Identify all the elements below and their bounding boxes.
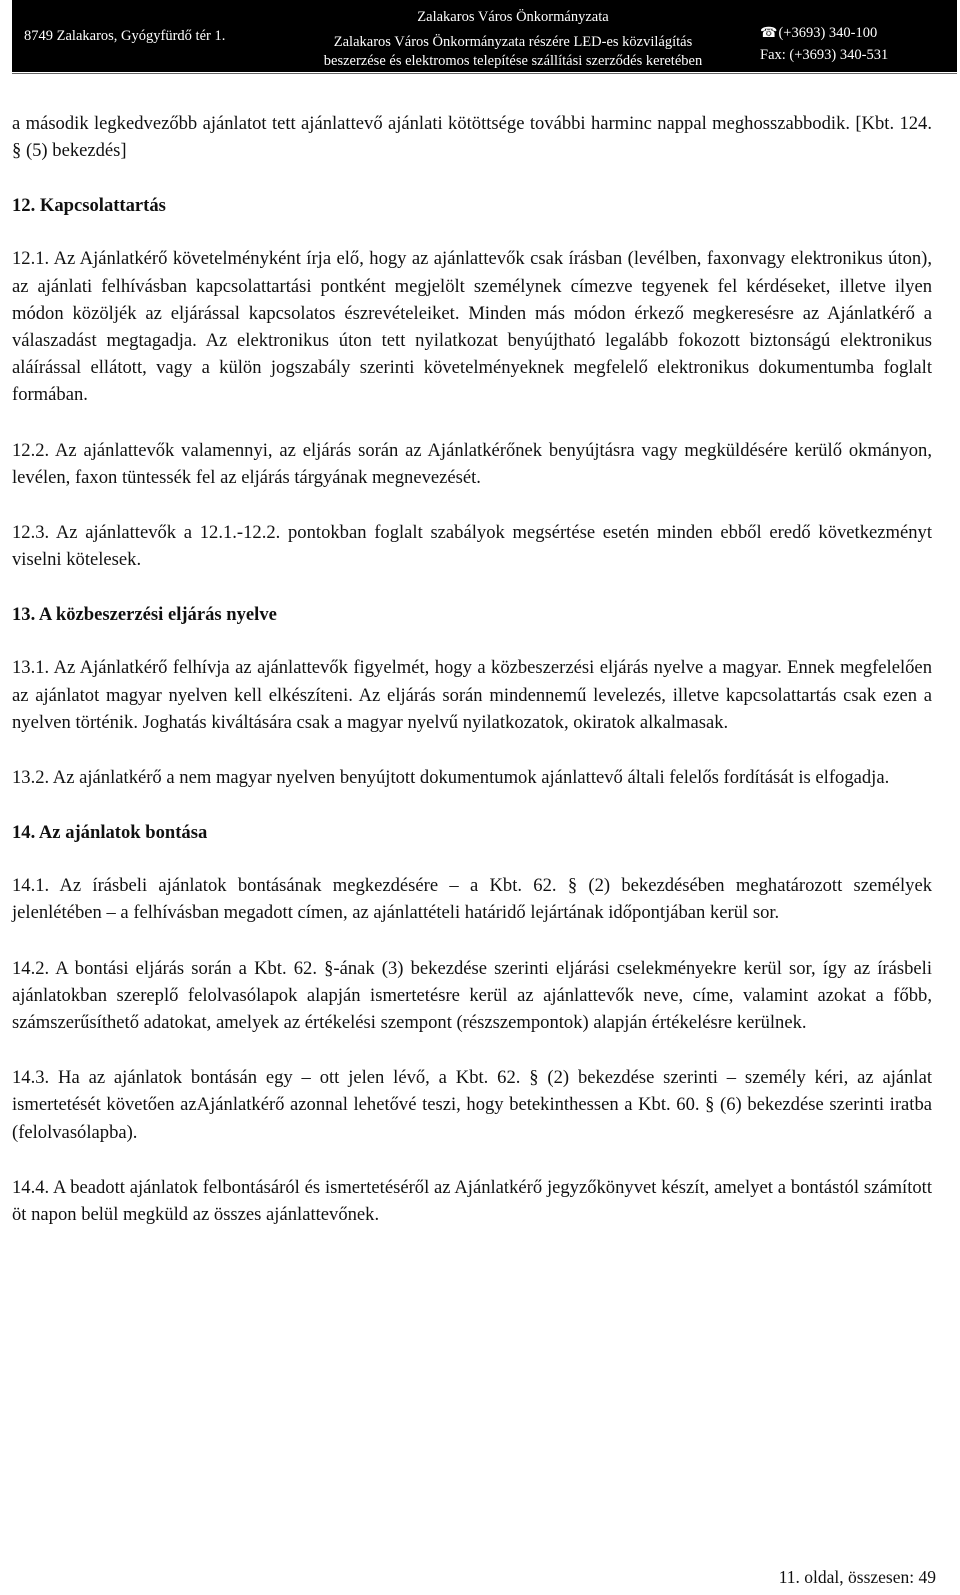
section-heading-13: 13. A közbeszerzési eljárás nyelve bbox=[12, 604, 277, 626]
section-heading-12: 12. Kapcsolattartás bbox=[12, 195, 166, 217]
paragraph-13-1: 13.1. Az Ajánlatkérő felhívja az ajánlattevők figyelmét, hogy a közbeszerzési eljárás nyelve a magyar. Ennek megfelelően az ajánlatot magyar nyelven kell elkészíteni. Az eljárás során mindennemű levelezés, illetve kapcsolattartás csak ezen a nyelven történik. Joghatás kiváltására csak a magyar nyelvű nyilatkozatok, okiratok alkalmasak. bbox=[12, 657, 932, 733]
paragraph-14-1: 14.1. Az írásbeli ajánlatok bontásának megkezdésére – a Kbt. 62. § (2) bekezdésében meghatározott személyek jelenlétében – a felhívásban megadott címen, az ajánlattételi határidő lejártának időpontjában kerül sor. bbox=[12, 875, 932, 924]
paragraph-14-4: 14.4. A beadott ajánlatok felbontásáról és ismertetéséről az Ajánlatkérő jegyzőkönyvet készít, amelyet a bontástól számított öt napon belül megküld az összes ajánlattevőnek. bbox=[12, 1176, 932, 1226]
header-org: Zalakaros Város Önkormányzata bbox=[417, 8, 609, 25]
paragraph-12-3: 12.3. Az ajánlattevők a 12.1.-12.2. pontokban foglalt szabályok megsértése esetén minden ebből eredő következményt viselni kötelesek. bbox=[12, 522, 932, 571]
page-number: 11. oldal, összesen: 49 bbox=[778, 1567, 936, 1587]
header-fax: Fax: (+3693) 340-531 bbox=[760, 46, 889, 63]
header-contact bbox=[754, 0, 957, 72]
phone-icon: ☎ bbox=[760, 25, 778, 41]
header-title-line1: Zalakaros Város Önkormányzata részére LED-es közvilágítás bbox=[333, 33, 693, 50]
header-bar bbox=[12, 0, 957, 72]
paragraph-14-2: 14.2. A bontási eljárás során a Kbt. 62. §-ának (3) bekezdése szerinti eljárási cselekményekre kerül sor, így az írásbeli ajánlatokban szereplő felolvasólapok alapján ismertetésre kerül az ajánlattevők neve, címe, valamint azokat a főbb, számszerűsíthető adatokat, amelyek az értékelési szempont (részszempontok) alapján értékelésre kerülnek. bbox=[12, 957, 932, 1034]
header-title-block bbox=[272, 0, 754, 72]
page-header bbox=[12, 0, 957, 74]
paragraph-intro: a második legkedvezőbb ajánlatot tett ajánlattevő ajánlati kötöttsége további harminc nappal meghosszabbodik. [Kbt. 124. § (5) bekezdés] bbox=[12, 113, 932, 162]
paragraph-14-3: 14.3. Ha az ajánlatok bontásán egy – ott jelen lévő, a Kbt. 62. § (2) bekezdése szerinti – személy kéri, az ajánlat ismertetését követően azAjánlatkérő azonnal lehetővé teszi, hogy betekinthessen a Kbt. 60. § (6) bekezdése szerinti iratba (felolvasólapba). bbox=[12, 1067, 932, 1143]
paragraph-12-1: 12.1. Az Ajánlatkérő követelményként írja elő, hogy az ajánlattevők csak írásban (levélben, faxonvagy elektronikus úton), az ajánlati felhívásban kapcsolattartási pontként megjelölt személynek címezve tegyenek fel kérdéseket, illetve ilyen módon közöljék az eljárással kapcsolatos észrevételeiket. Minden más módon érkező megkeresésre az Ajánlatkérő a válaszadást megtagadja. Az elektronikus úton tett nyilatkozat benyújtható legalább fokozott biztonságú elektronikus aláírással ellátott, vagy a külön jogszabály szerinti követelményeknek megfelelő elektronikus dokumentumba foglalt formában. bbox=[12, 248, 932, 406]
header-title-line2: beszerzése és elektromos telepítése szállítási szerződés keretében bbox=[323, 52, 703, 69]
document-body bbox=[12, 110, 932, 1228]
section-heading-14: 14. Az ajánlatok bontása bbox=[12, 822, 208, 844]
header-address: 8749 Zalakaros, Gyógyfürdő tér 1. bbox=[12, 0, 272, 72]
paragraph-13-2: 13.2. Az ajánlatkérő a nem magyar nyelven benyújtott dokumentumok ajánlattevő általi felelős fordítását is elfogadja. bbox=[12, 767, 890, 789]
paragraph-12-2: 12.2. Az ajánlattevők valamennyi, az eljárás során az Ajánlatkérőnek benyújtásra vagy megküldésére kerülő okmányon, levélen, faxon tüntessék fel az eljárás tárgyának megnevezését. bbox=[12, 439, 932, 488]
header-phone: (+3693) 340-100 bbox=[778, 24, 878, 41]
